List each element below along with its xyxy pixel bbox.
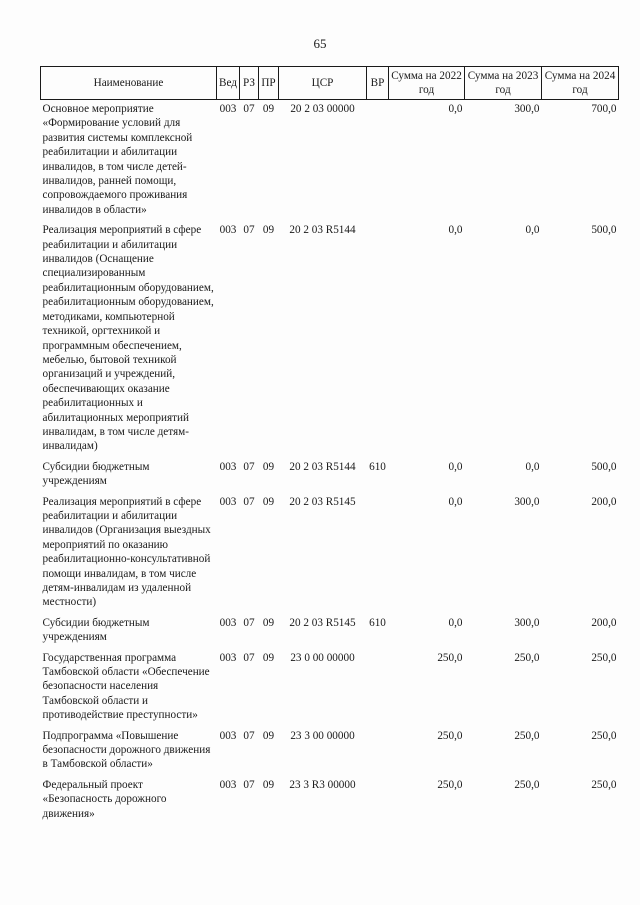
row-pr: 09 — [262, 729, 275, 742]
header-csr: ЦСР — [279, 67, 367, 100]
row-ved: 003 — [219, 778, 237, 791]
row-name: Государственная программа Тамбовской области «Обеспечение безопасности населения Тамбовской области и противодействие преступности» — [42, 651, 210, 722]
row-name: Реализация мероприятий в сфере реабилитации и абилитации инвалидов (Организация выездных мероприятий по оказанию реабилитационно-консультативной помощи инвалидам, в том числе детям-инвалидам из удаленной местности) — [42, 495, 211, 609]
row-pr: 09 — [262, 616, 275, 629]
row-csr: 23 3 R3 00000 — [289, 778, 356, 791]
row-ved: 003 — [219, 495, 237, 508]
row-pr: 09 — [262, 651, 275, 664]
table-row — [41, 458, 619, 493]
row-sum-2024: 500,0 — [591, 224, 617, 237]
row-rz: 07 — [243, 651, 255, 664]
row-rz: 07 — [243, 103, 255, 115]
row-name: Субсидии бюджетным учреждениям — [42, 460, 150, 488]
row-name: Федеральный проект «Безопасность дорожного движения» — [42, 778, 167, 820]
header-rz: РЗ — [240, 67, 259, 100]
row-pr: 09 — [262, 224, 275, 237]
table-row — [41, 493, 619, 614]
row-sum-2023: 250,0 — [514, 729, 540, 742]
row-sum-2023: 250,0 — [514, 651, 540, 664]
row-sum-2023: 0,0 — [525, 460, 540, 473]
row-vr — [367, 649, 389, 727]
table-row — [41, 221, 619, 458]
row-sum-2022: 0,0 — [448, 460, 463, 473]
row-sum-2022: 250,0 — [437, 651, 463, 664]
row-rz: 07 — [243, 616, 255, 629]
row-csr: 23 0 00 00000 — [290, 651, 355, 664]
budget-table — [40, 66, 619, 825]
row-rz: 07 — [243, 729, 255, 742]
row-ved: 003 — [219, 729, 237, 742]
row-vr — [367, 221, 389, 458]
row-rz: 07 — [243, 778, 255, 791]
row-csr: 20 2 03 R5145 — [289, 495, 356, 508]
row-csr: 20 2 03 R5144 — [289, 460, 356, 473]
header-sum-2023: Сумма на 2023 год — [465, 67, 542, 100]
table-header-row — [41, 67, 619, 100]
row-rz: 07 — [243, 495, 255, 508]
header-pr: ПР — [259, 67, 279, 100]
table-row — [41, 776, 619, 825]
header-name: Наименование — [41, 67, 217, 100]
row-sum-2023: 250,0 — [514, 778, 540, 791]
row-sum-2024: 500,0 — [591, 460, 617, 473]
row-sum-2024: 700,0 — [591, 103, 617, 115]
row-pr: 09 — [262, 103, 275, 115]
row-sum-2022: 0,0 — [448, 495, 463, 508]
page-number: 65 — [313, 36, 327, 51]
row-rz: 07 — [243, 460, 255, 473]
row-csr: 23 3 00 00000 — [290, 729, 355, 742]
row-pr: 09 — [262, 495, 275, 508]
row-csr: 20 2 03 R5145 — [289, 616, 356, 629]
row-ved: 003 — [219, 103, 237, 115]
row-csr: 20 2 03 R5144 — [289, 224, 356, 237]
row-sum-2023: 0,0 — [525, 224, 540, 237]
row-pr: 09 — [262, 778, 275, 791]
table-row — [41, 100, 619, 222]
row-ved: 003 — [219, 224, 237, 237]
row-pr: 09 — [262, 460, 275, 473]
row-sum-2023: 300,0 — [514, 495, 540, 508]
row-vr — [367, 727, 389, 776]
row-vr — [367, 776, 389, 825]
row-name: Субсидии бюджетным учреждениям — [42, 616, 150, 644]
row-vr — [367, 493, 389, 614]
row-ved: 003 — [219, 651, 237, 664]
row-name: Реализация мероприятий в сфере реабилитации и абилитации инвалидов (Оснащение специализированным реабилитационным оборудованием, реабилитационным оборудованием, методиками, компьютерной техникой, оргтехникой и программным обеспечением, мебелью, бытовой техникой организаций и учреждений, обеспечивающих оказание реабилитационных и абилитационных мероприятий инвалидам, в том числе детям-инвалидам) — [42, 224, 214, 453]
table-row — [41, 614, 619, 649]
row-sum-2022: 0,0 — [448, 224, 463, 237]
table-row — [41, 727, 619, 776]
row-vr: 610 — [369, 616, 386, 629]
row-sum-2022: 0,0 — [448, 103, 463, 115]
row-csr: 20 2 03 00000 — [290, 103, 355, 115]
header-sum-2024: Сумма на 2024 год — [542, 67, 619, 100]
row-sum-2024: 200,0 — [591, 616, 617, 629]
row-vr: 610 — [369, 460, 386, 473]
row-name: Подпрограмма «Повышение безопасности дорожного движения в Тамбовской области» — [42, 729, 211, 771]
row-sum-2023: 300,0 — [514, 616, 540, 629]
row-ved: 003 — [219, 460, 237, 473]
table-row — [41, 649, 619, 727]
row-sum-2024: 250,0 — [591, 651, 617, 664]
row-name: Основное мероприятие «Формирование условий для развития системы комплексной реабилитации и абилитации инвалидов, в том числе детей-инвалидов, ранней помощи, сопровождаемого проживания инвалидов в области» — [42, 103, 193, 216]
row-sum-2024: 250,0 — [591, 778, 617, 791]
row-ved: 003 — [219, 616, 237, 629]
row-sum-2022: 250,0 — [437, 729, 463, 742]
header-sum-2022: Сумма на 2022 год — [389, 67, 465, 100]
row-vr — [367, 100, 389, 222]
row-sum-2023: 300,0 — [514, 103, 540, 115]
row-rz: 07 — [243, 224, 255, 237]
header-ved: Вед — [217, 67, 240, 100]
row-sum-2024: 250,0 — [591, 729, 617, 742]
row-sum-2022: 0,0 — [448, 616, 463, 629]
header-vr: ВР — [367, 67, 389, 100]
row-sum-2022: 250,0 — [437, 778, 463, 791]
row-sum-2024: 200,0 — [591, 495, 617, 508]
